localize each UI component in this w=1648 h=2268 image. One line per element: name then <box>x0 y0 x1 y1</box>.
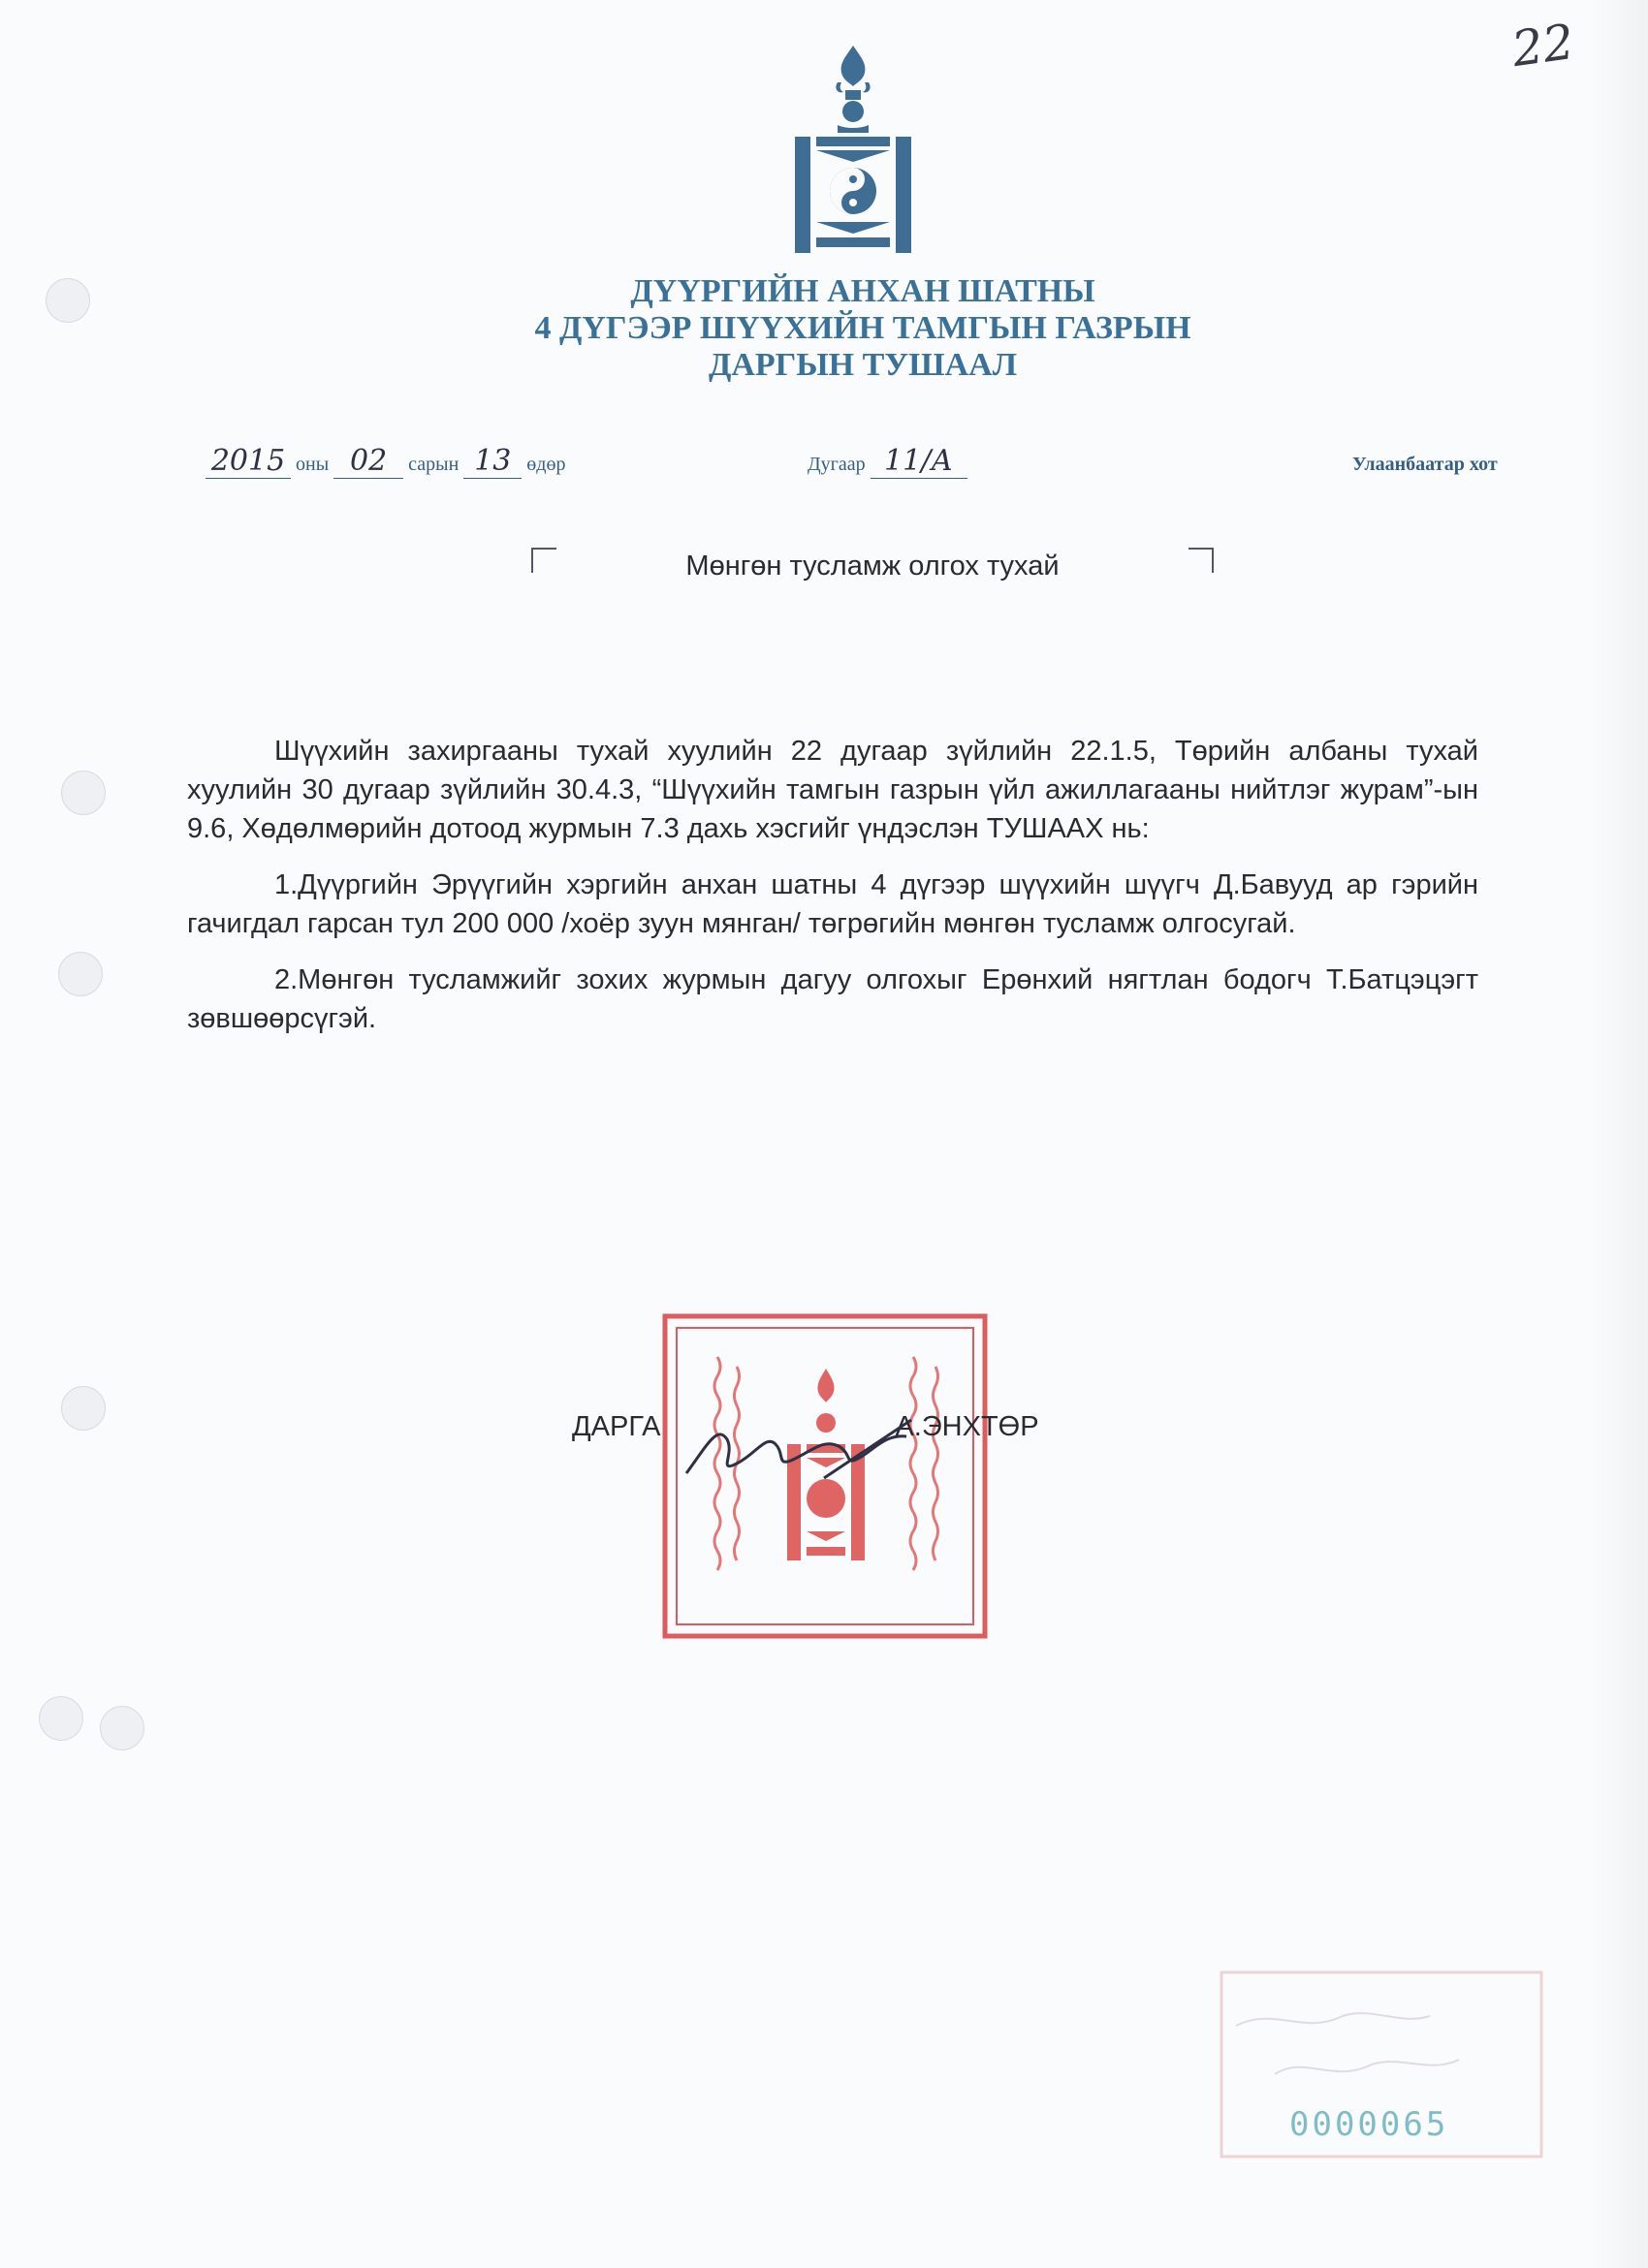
signatory-name: А.ЭНХТӨР <box>895 1411 1039 1442</box>
handwritten-year: 2015 <box>206 444 291 479</box>
order-item-2: 2.Мөнгөн тусламжийг зохих журмын дагуу олгохыг Ерөнхий нягтлан бодогч Т.Батцэцэгт зөвшөөрсүгэй. <box>187 964 1478 1034</box>
day-suffix: өдөр <box>526 454 566 475</box>
document-header <box>0 273 1648 384</box>
year-suffix: оны <box>296 454 330 475</box>
month-suffix: сарын <box>408 454 460 475</box>
punch-hole <box>100 1706 144 1750</box>
handwritten-number: 11/А <box>871 444 967 479</box>
punch-hole <box>58 952 103 996</box>
punch-hole <box>39 1696 83 1741</box>
document-number <box>808 444 967 479</box>
punch-hole <box>61 1386 106 1431</box>
handwritten-day: 13 <box>463 444 522 479</box>
serial-number-stamp: 0000065 <box>1289 2105 1449 2144</box>
handwritten-signature <box>679 1386 931 1512</box>
handwritten-month: 02 <box>333 444 403 479</box>
number-label: Дугаар <box>808 454 866 475</box>
date-field <box>206 444 565 479</box>
header-line-3: ДАРГЫН ТУШААЛ <box>708 347 1018 383</box>
preamble-paragraph: Шүүхийн захиргааны тухай хуулийн 22 дугаар зүйлийн 22.1.5, Төрийн албаны тухай хуулийн 30 дугаар зүйлийн 30.4.3, “Шүүхийн тамгын газрын үйл ажиллагааны нийтлэг журам”-ын 9.6, Хөдөлмөрийн дотоод журмын 7.3 дахь хэсгийг үндэслэн ТУШААХ нь: <box>187 736 1478 844</box>
soyombo-emblem-icon <box>795 44 911 262</box>
signatory-title: ДАРГА <box>572 1411 661 1442</box>
punch-hole <box>61 771 106 815</box>
order-item-1: 1.Дүүргийн Эрүүгийн хэргийн анхан шатны 4 дүгээр шүүхийн шүүгч Д.Бавууд ар гэрийн гачигдал гарсан тул 200 000 /хоёр зуун мянган/ төгрөгийн мөнгөн тусламж олгосугай. <box>187 869 1478 939</box>
header-line-2: 4 ДҮГЭЭР ШҮҮХИЙН ТАМГЫН ГАЗРЫН <box>534 310 1191 346</box>
document-subject: Мөнгөн тусламж олгох тухай <box>685 551 1060 582</box>
handwritten-page-number: 22 <box>1508 13 1578 79</box>
document-body <box>187 732 1478 1055</box>
date-number-line <box>0 444 1648 483</box>
header-line-1: ДҮҮРГИЙН АНХАН ШАТНЫ <box>630 273 1095 309</box>
city-label: Улаанбаатар хот <box>1352 454 1498 475</box>
